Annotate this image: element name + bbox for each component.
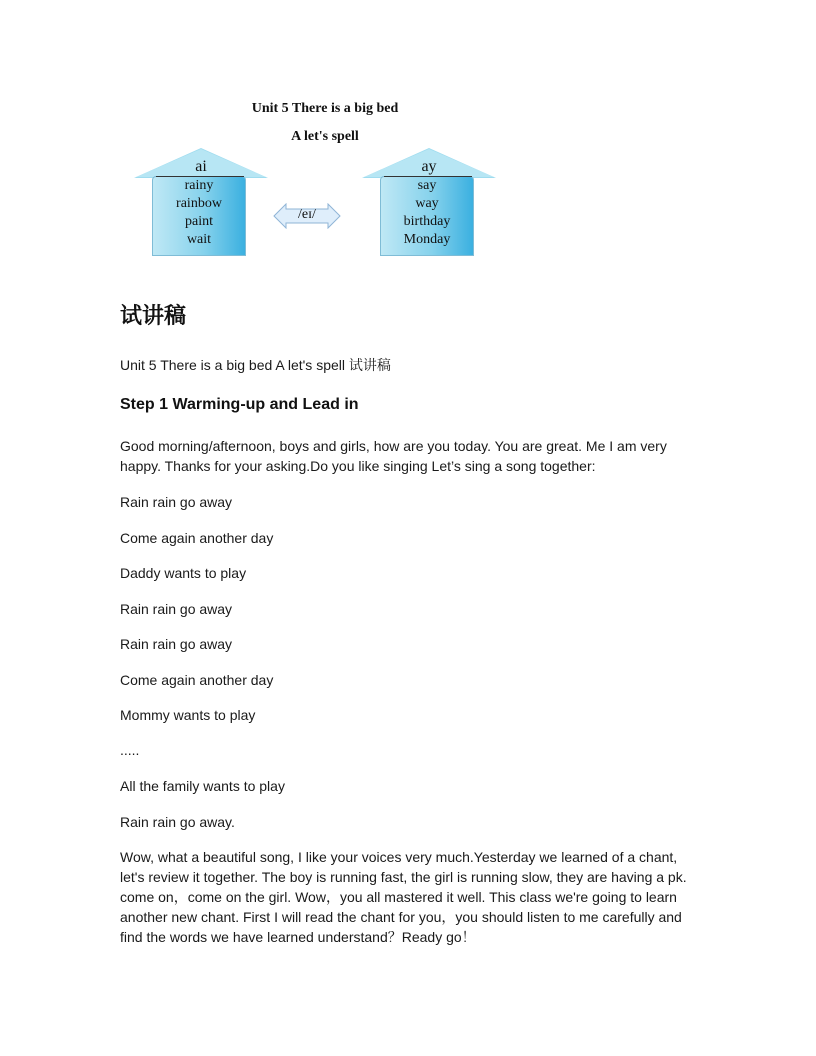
- house-ay: [362, 148, 496, 256]
- song-line: Rain rain go away: [120, 601, 233, 617]
- song-line: All the family wants to play: [120, 778, 285, 794]
- song-line: Rain rain go away: [120, 494, 233, 510]
- house-ai: [134, 148, 268, 256]
- house-key-ai: ai: [195, 158, 207, 175]
- word-item: wait: [186, 232, 212, 247]
- house-key-ay: ay: [421, 158, 437, 175]
- phoneme-label: /eɪ/: [298, 207, 316, 222]
- song-line: Mommy wants to play: [120, 707, 256, 723]
- song-line: Rain rain go away: [120, 636, 233, 652]
- double-arrow: [273, 203, 341, 229]
- song-line: Rain rain go away.: [120, 814, 235, 830]
- song-line: Come again another day: [120, 530, 274, 546]
- house-word-list: [152, 177, 246, 249]
- figure-subtitle: A let's spell: [291, 129, 359, 144]
- page-title: 试讲稿: [120, 304, 187, 329]
- song-line: Daddy wants to play: [120, 565, 247, 581]
- document-subtitle: Unit 5 There is a big bed A let's spell 试讲稿: [120, 357, 391, 373]
- intro-paragraph: Good morning/afternoon, boys and girls, how are you today. You are great. Me I am very happy. Thanks for your asking.Do you like singing Let’s sing a song together:: [120, 438, 667, 474]
- word-item: way: [415, 196, 439, 211]
- closing-paragraph: Wow, what a beautiful song, I like your voices very much.Yesterday we learned of a chant, let's review it together. The boy is running fast, the girl is running slow, they are having a pk. come on，come on the girl. Wow，you all mastered it well. This class we're going to learn another new chant. First I will read the chant for you，you should listen to me carefully and find the words we have learned understand？Ready go！: [120, 849, 687, 945]
- step1-heading: Step 1 Warming-up and Lead in: [120, 396, 359, 413]
- word-item: Monday: [403, 232, 451, 247]
- figure-title: Unit 5 There is a big bed: [251, 101, 399, 116]
- song-line: .....: [120, 742, 140, 758]
- word-item: say: [417, 178, 437, 193]
- word-item: rainbow: [176, 196, 222, 211]
- word-item: birthday: [403, 214, 451, 229]
- word-item: paint: [185, 214, 213, 229]
- house-word-list: [380, 177, 474, 249]
- spelling-figure: [130, 96, 500, 261]
- word-item: rainy: [184, 178, 214, 193]
- song-line: Come again another day: [120, 672, 274, 688]
